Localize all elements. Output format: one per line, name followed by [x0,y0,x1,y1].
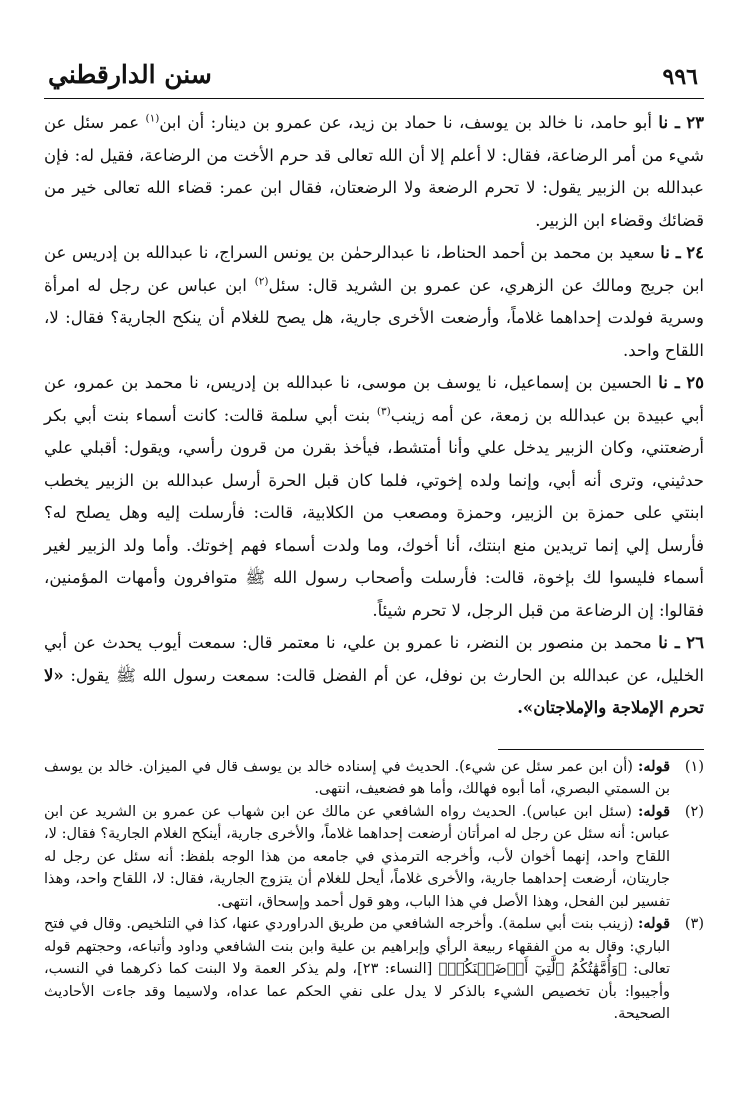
footnote-ref: (٢) [254,275,269,287]
hadith-number: ٢٤ [686,243,704,262]
hadith-number: ٢٥ [686,373,704,392]
book-title: سنن الدارقطني [48,60,212,89]
footnotes [44,756,704,1026]
footnote-ref: (٣) [376,405,391,417]
hadith-text-cont: عمر سئل عن شيء من أمر الرضاعة، فقال: لا أعلم إلا أن الله تعالى قد حرم الأخت من الرضاعة، فقيل له: فإن عبدالله بن الزبير يقول: لا تحرم الرضعة ولا الرضعتان، فقال ابن عمر: قضاء الله تعالى خير من قضائك وقضاء ابن الزبير. [44,113,704,230]
footnote-text: الحديث رواه الشافعي عن مالك عن ابن شهاب عن عمرو بن الشريد عن ابن عباس: أنه سئل عن رجل له امرأتان أرضعت إحداهما غلاماً، والأخرى جارية، أينكح الغلام الجارية؟ فقال: لا، اللقاح واحد، إنهما أخوان لأب، وأخرجه الترمذي في جامعه من هذا الوجه بلفظ: أنه سئل عن رجل له جاريتان، أرضعت إحداهما جارية، والأخرى غلاماً، أيحل للغلام أن يتزوج الجارية، فقال: لا، اللقاح واحد، وهذا تفسير لبن الفحل، وهذا الأصل في هذا الباب، وهو قول أحمد وإسحاق، انتهى. [44,803,670,910]
footnote-label: قوله: [638,757,670,775]
footnote-label: قوله: [638,802,670,820]
footnote-label: قوله: [638,915,671,932]
footnote-divider [498,749,704,750]
hadith-sig: ـ نا [660,243,681,262]
footnote-ref: (١) [145,112,160,125]
page-number: ٩٩٦ [662,64,698,90]
footnote-text: وأخرجه الشافعي من طريق الدراوردي عنها، كذا في التلخيص. وقال في فتح الباري: وقال به من الفقهاء ربيعة الرأي وإبراهيم بن علية وابن بنت الشافعي وداود وأتباعه، وحجتهم قوله تعالى: ﴿وَأُمَّهَٰتُكُمُ ٱلَّٰتِيٓ أَرۡضَعۡنَكُمۡ﴾ [النساء: ٢٣]، ولم يذكر العمة ولا البنت كما ذكرهما في النسب، وأجيبوا: بأن تخصيص الشيء بالذكر لا يدل على نفي الحكم عما عداه، ولاسيما وقد جاءت الأحاديث الصحيحة. [44,916,670,1022]
footnote-quote: (زينب بنت أبي سلمة). [498,916,634,932]
hadith-26 [44,627,704,725]
hadith-sig-text: نا [658,633,668,652]
hadith-25 [44,367,704,627]
footnote-3 [44,913,704,1026]
hadith-sig-text: نا [658,113,669,132]
hadith-24 [44,237,704,367]
hadith-text: أبو حامد، نا خالد بن يوسف، نا حماد بن زيد، عن عمرو بن دينار: أن ابن [159,113,652,132]
footnote-text: الحديث في إسناده خالد بن يوسف قال في الميزان. خالد بن يوسف بن السمتي البصري، أما أبوه فهالك، وأما هو فضعيف، انتهى. [44,758,670,797]
footnote-number: (١) [684,758,704,775]
page-header [44,58,704,99]
footnote-number: (٣) [684,916,704,932]
footnote-quote: (سئل ابن عباس). [521,803,632,820]
footnote-number: (٢) [684,803,704,820]
hadith-text: سعيد بن محمد بن أحمد الحناط، نا عبدالرحمٰن بن يونس السراج، نا عبدالله بن إدريس عن ابن جريج ومالك عن الزهري، عن عمرو بن الشريد قال: سئل [44,243,705,295]
hadith-sig: ـ نا [658,373,680,392]
footnote-quote: (أن ابن عمر سئل عن شيء). [454,758,633,775]
hadith-quote: «لا تحرم الإملاجة والإملاجتان». [44,665,704,717]
hadith-number: ٢٣ [686,113,704,132]
hadith-23 [44,107,704,237]
hadith-sig-text: نا [660,243,670,262]
hadith-number: ٢٦ [686,633,704,652]
footnote-1 [44,756,704,801]
hadith-text: الحسين بن إسماعيل، نا يوسف بن موسى، نا عبدالله بن إدريس، نا محمد بن عمرو، عن أبي عبيدة بن عبدالله بن زمعة، عن أمه زينب [44,373,705,425]
footnote-2 [44,801,704,914]
hadith-text-cont: ابن عباس عن رجل له امرأة وسرية فولدت إحداهما غلاماً، وأرضعت الأخرى جارية، هل يصح للغلام أن ينكح الجارية؟ فقال: لا، اللقاح واحد. [44,275,704,360]
hadith-sig: ـ نا [658,113,680,132]
main-text [44,107,704,725]
book-page [44,58,704,1098]
hadith-text: محمد بن منصور بن النضر، نا عمرو بن علي، نا معتمر قال: سمعت أيوب يحدث عن أبي الخليل، عن عبدالله بن الحارث بن نوفل، عن أم الفضل قالت: سمعت رسول الله ﷺ يقول: [44,633,705,685]
hadith-sig-text: نا [658,373,668,392]
hadith-sig: ـ نا [658,633,680,652]
hadith-text-cont: بنت أبي سلمة قالت: كانت أسماء بنت أبي بكر أرضعتني، وكان الزبير يدخل علي وأنا أمتشط، فيأخذ بقرن من قرون رأسي، ويقول: أقبلي علي حدثيني، وترى أنه أبي، وإنما ولده إخوتي، فلما كان قبل الحرة أرسل عبدالله بن الزبير يخطب ابنتي على حمزة بن الزبير، وحمزة ومصعب من الكلابية، قالت: فأرسلت إليه وهل يصلح له؟ فأرسل إلي إنما تريدين منع ابنتك، أنا أخوك، وما ولدت أسماء فهم إخوتك. وأما ولد الزبير لغير أسماء فليسوا لك بإخوة، قالت: فأرسلت وأصحاب رسول الله ﷺ متوافرون وأمهات المؤمنين، فقالوا: إن الرضاعة من قبل الرجل، لا تحرم شيئاً. [44,405,704,620]
